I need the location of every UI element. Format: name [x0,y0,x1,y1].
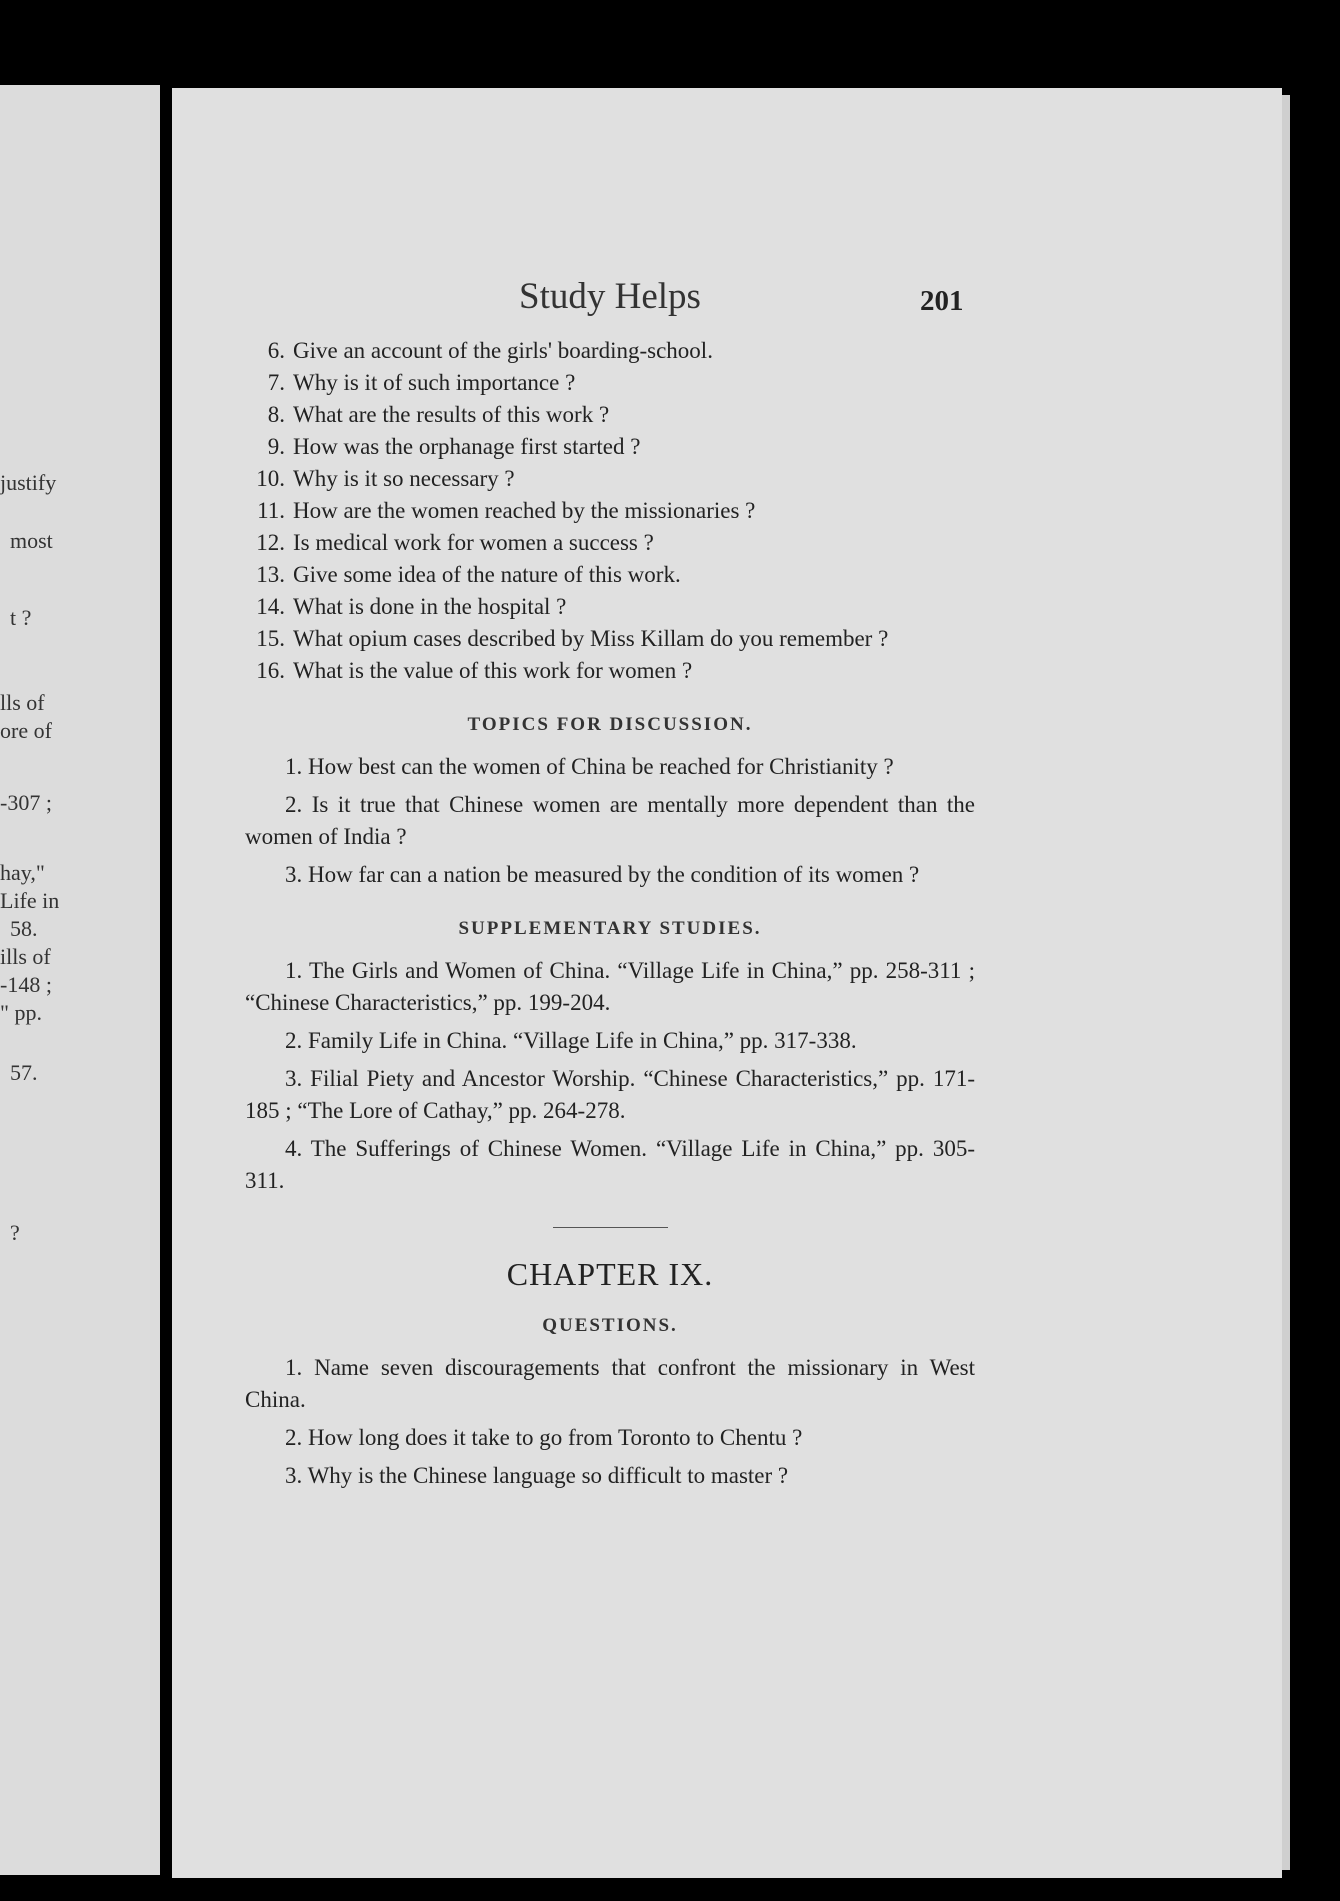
question-number: 13. [256,562,285,587]
question-text: What is done in the hospital ? [293,594,567,619]
question-item [245,559,975,591]
left-page-fragment: ore of [0,718,52,743]
question-number: 7. [267,370,285,395]
question-text: Why is it so necessary ? [293,466,515,491]
question-item [245,495,975,527]
question-text: How was the orphanage first started ? [293,434,641,459]
question-text: What is the value of this work for women ? [293,658,693,683]
chapter-title: CHAPTER IX. [506,1256,714,1292]
question-item [245,367,975,399]
questions-continued [245,335,975,687]
supplementary-item: 1. The Girls and Women of China. “Village Life in China,” pp. 258-311 ; “Chinese Characteristics,” pp. 199-204. [245,958,975,1015]
supplementary-item: 2. Family Life in China. “Village Life in China,” pp. 317-338. [285,1028,857,1053]
page-edge-shadow [1282,95,1290,1870]
left-page-fragment: t ? [10,605,32,630]
question-item [245,655,975,687]
chapter-question-item: 2. How long does it take to go from Toronto to Chentu ? [285,1425,803,1450]
question-number: 9. [267,434,285,459]
question-number: 15. [256,626,285,651]
left-page-fragment: lls of [0,690,45,715]
left-page-fragment: -307 ; [0,790,52,815]
left-page-fragment: ? [10,1220,20,1245]
question-text: How are the women reached by the missionaries ? [293,498,756,523]
question-text: What are the results of this work ? [293,402,610,427]
topic-item: 1. How best can the women of China be reached for Christianity ? [285,754,894,779]
question-text: Give some idea of the nature of this work. [293,562,681,587]
question-text: What opium cases described by Miss Killam do you remember ? [293,626,889,651]
chapter-question-item: 3. Why is the Chinese language so difficult to master ? [285,1463,789,1488]
page-number: 201 [920,285,964,317]
supplementary-list [245,955,975,1197]
chapter-questions-list [245,1352,975,1492]
section-divider [553,1227,668,1228]
topic-item: 2. Is it true that Chinese women are mentally more dependent than the women of India ? [245,792,975,849]
question-text: Is medical work for women a success ? [293,530,654,555]
question-number: 16. [256,658,285,683]
page-content [245,335,975,1498]
question-number: 11. [257,498,285,523]
question-number: 10. [256,466,285,491]
question-text: Why is it of such importance ? [293,370,576,395]
topic-item: 3. How far can a nation be measured by the condition of its women ? [285,862,920,887]
supplementary-item: 3. Filial Piety and Ancestor Worship. “Chinese Characteristics,” pp. 171-185 ; “The Lore of Cathay,” pp. 264-278. [245,1066,975,1123]
question-item [245,591,975,623]
left-page-fragment: 58. [10,916,38,941]
supplementary-item: 4. The Sufferings of Chinese Women. “Village Life in China,” pp. 305-311. [245,1136,975,1193]
chapter-questions-heading: QUESTIONS. [542,1315,678,1336]
chapter-question-item: 1. Name seven discouragements that confront the missionary in West China. [245,1355,975,1412]
question-number: 8. [267,402,285,427]
question-item [245,335,975,367]
left-page-fragment: -148 ; [0,972,52,997]
topics-heading: TOPICS FOR DISCUSSION. [467,714,753,735]
question-item [245,527,975,559]
left-page-fragment: ills of [0,944,51,969]
question-number: 6. [267,338,285,363]
topics-list [245,751,975,891]
question-item [245,623,975,655]
supplementary-heading: SUPPLEMENTARY STUDIES. [458,918,762,939]
question-number: 14. [256,594,285,619]
question-item [245,399,975,431]
left-page-fragment: Life in [0,888,60,913]
question-item [245,431,975,463]
left-page-fragment: 57. [10,1060,38,1085]
question-text: Give an account of the girls' boarding-school. [293,338,713,363]
left-page-fragment: " pp. [0,1000,42,1025]
question-item [245,463,975,495]
left-page-fragment: most [10,528,53,553]
left-page-fragment: justify [0,470,57,495]
left-page-fragment: hay," [0,860,45,885]
running-title: Study Helps [519,276,701,317]
question-number: 12. [256,530,285,555]
